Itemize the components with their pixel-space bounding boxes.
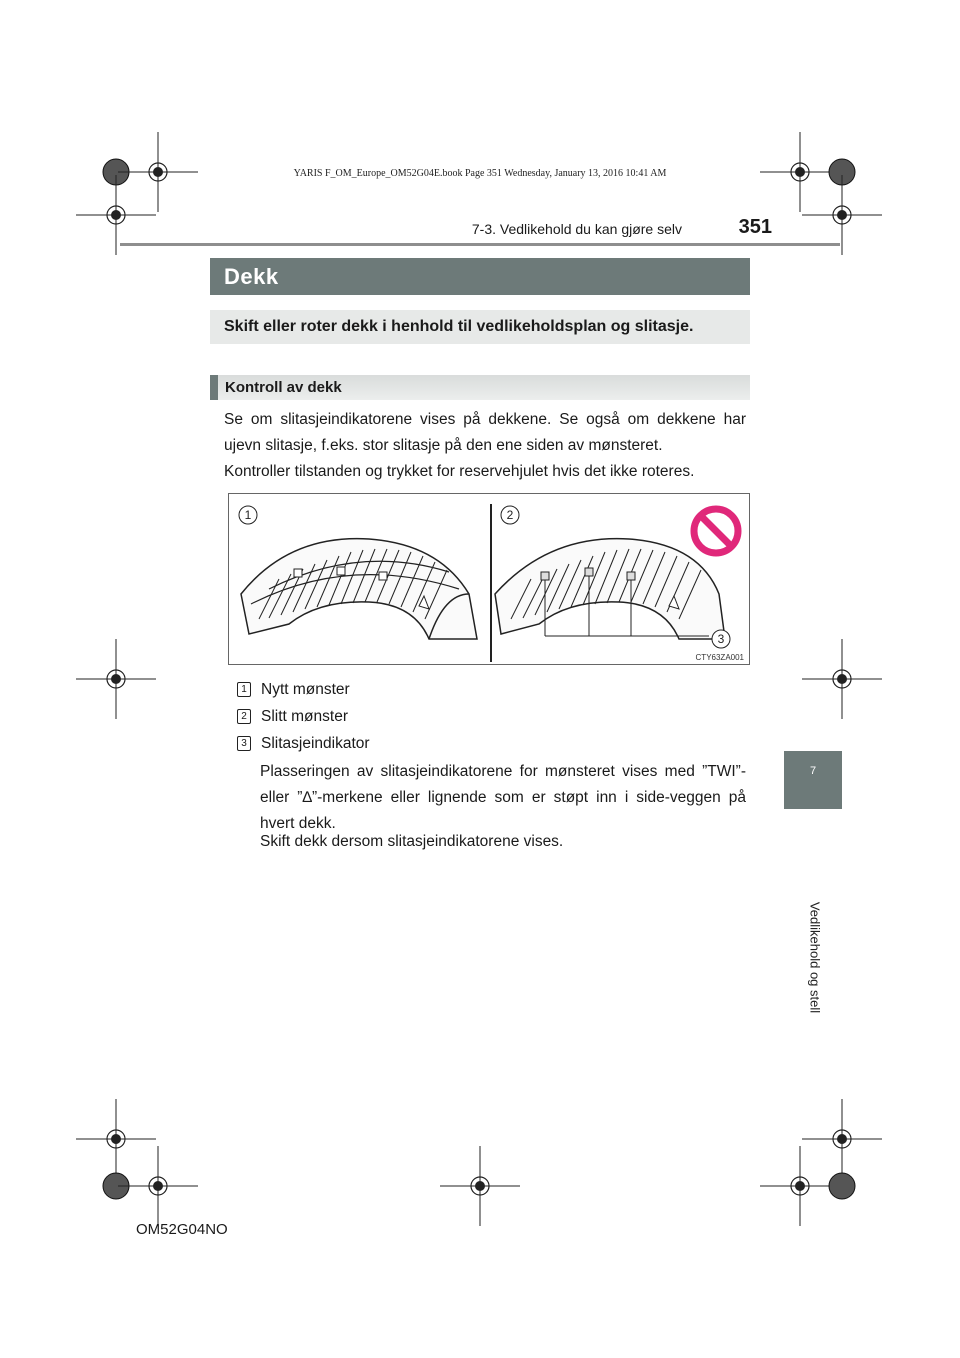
page-title: Dekk [210,258,750,295]
figure-code: CTY63ZA001 [695,653,744,662]
legend-item-2 [237,706,348,728]
new-tread-tire [241,539,477,639]
book-info-line: YARIS F_OM_Europe_OM52G04E.book Page 351 Wednesday, January 13, 2016 10:41 AM [293,168,667,179]
note-1: Plasseringen av slitasjeindikatorene for mønsteret vises med ”TWI”- eller ”∆”-merkene eller lignende som er støpt inn i side-veggen på hvert dekk. [260,763,746,832]
paragraph-2: Kontroller tilstanden og trykket for reservehjulet hvis det ikke roteres. [224,463,695,480]
subheading: Kontroll av dekk [210,375,750,400]
callout-3: 3 [717,632,725,646]
tire-illustration [229,494,749,664]
chapter-label: Vedlikehold og stell [807,901,823,1014]
legend-text: Slitt mønster [261,708,348,725]
note-2: Skift dekk dersom slitasjeindikatorene vises. [260,833,564,850]
legend-item-3 [237,733,370,755]
legend-number: 1 [237,682,251,697]
header-rule [120,243,840,246]
legend-number: 3 [237,736,251,751]
tire-figure [228,493,750,665]
worn-tread-tire [495,539,725,639]
summary-box: Skift eller roter dekk i henhold til vedlikeholdsplan og slitasje. [210,310,750,344]
legend-item-1 [237,679,350,701]
paragraph-1: Se om slitasjeindikatorene vises på dekkene. Se også om dekkene har ujevn slitasje, f.eks. stor slitasje på den ene siden av mønsteret. [224,411,746,454]
chapter-tab: 7 [784,751,842,809]
callout-1: 1 [244,508,252,522]
prohibited-icon [694,509,738,553]
page-number: 351 [738,216,772,238]
callout-2: 2 [506,508,514,522]
section-heading: 7-3. Vedlikehold du kan gjøre selv [471,221,682,237]
legend-number: 2 [237,709,251,724]
footer-code: OM52G04NO [136,1221,228,1238]
legend-text: Nytt mønster [261,681,350,698]
legend-text: Slitasjeindikator [261,735,370,752]
